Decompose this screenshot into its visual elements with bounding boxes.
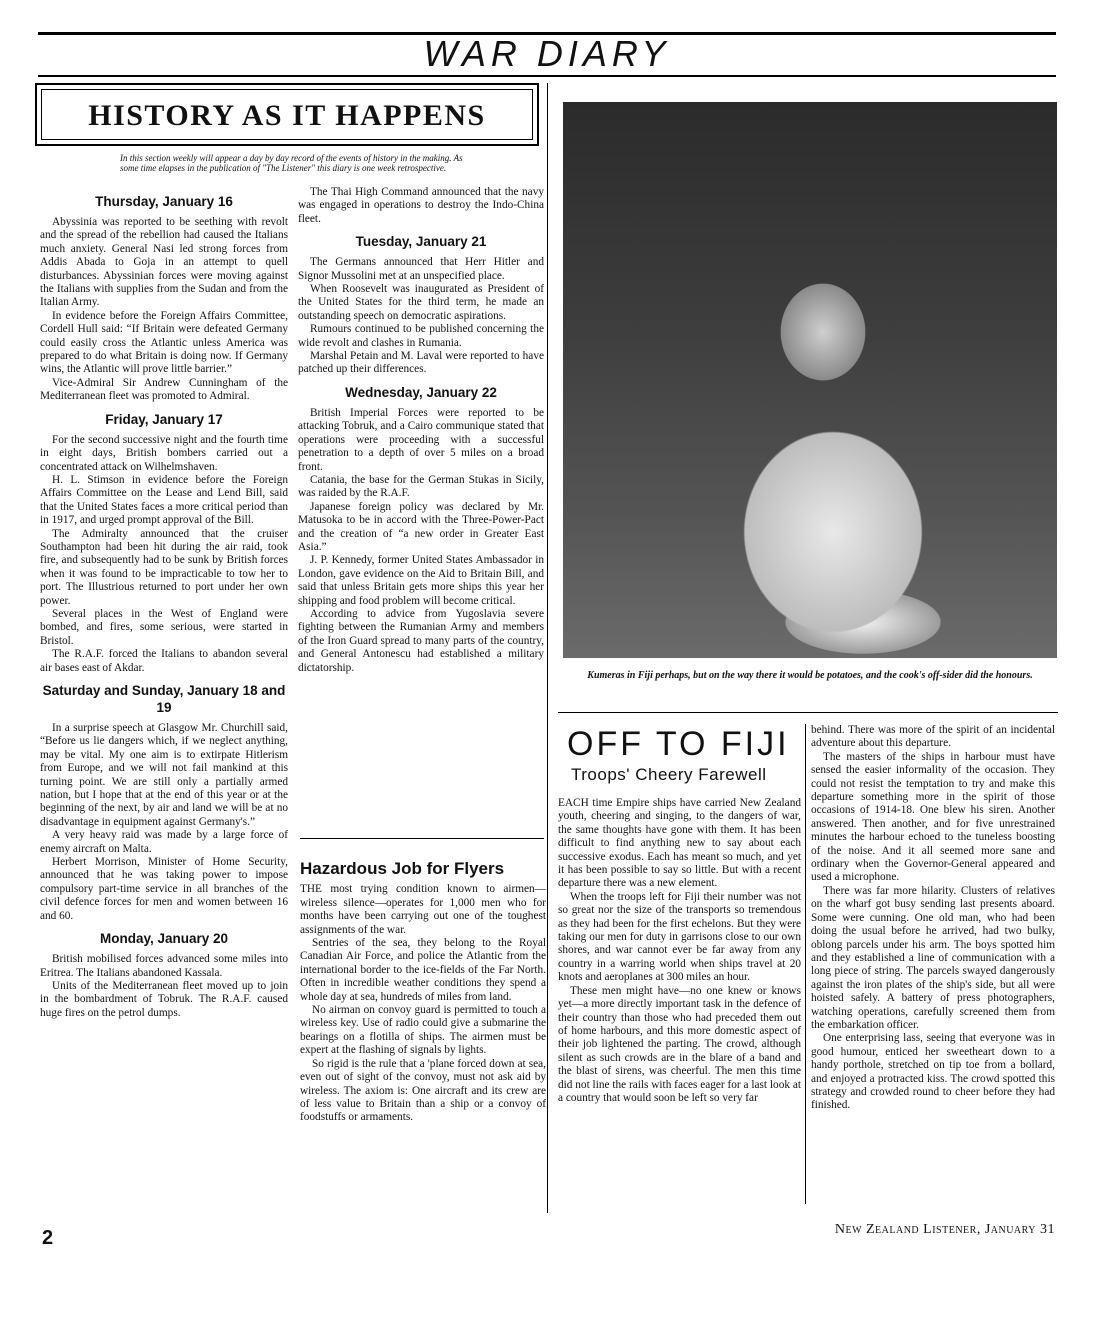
diary-entry: The Germans announced that Herr Hitler and Signor Mussolini met at an unspecified place. (298, 256, 544, 282)
diary-entry: In evidence before the Foreign Affairs Committee, Cordell Hull said: “If Britain were defeated Germany could easily cross the Atlantic unless America was prepared to do what Britain is doing now. If Germany wins, the Atlantic will prove little barrier.” (40, 309, 288, 376)
diary-entry: Rumours continued to be published concerning the wide revolt and clashes in Rumania. (298, 323, 544, 349)
article-paragraph: No airman on convoy guard is permitted to touch a wireless key. Use of radio could give a submarine the bearings on a flotilla of ships. The airmen must be expert at the flashing of signals by lights. (300, 1004, 546, 1057)
fiji-subhead: Troops' Cheery Farewell (571, 765, 767, 784)
diary-entry: H. L. Stimson in evidence before the Foreign Affairs Committee on the Lease and Lend Bill, said that the United States faces a more critical period than in 1917, and urged prompt approval of the Bill. (40, 473, 288, 527)
flyers-headline: Hazardous Job for Flyers (300, 859, 505, 878)
masthead: WAR DIARY (423, 33, 671, 74)
date-heading: Wednesday, January 22 (345, 384, 497, 400)
article-paragraph: One enterprising lass, seeing that everyone was in good humour, enticed her sweetheart down to a handy porthole, stretched on tip toe from a bollard, and enjoyed a protracted kiss. The crowd spotted this strategy and crowded round to cheer before they had finished. (811, 1032, 1055, 1112)
cook-photo (563, 102, 1057, 658)
fiji-headline: OFF TO FIJI (567, 725, 790, 763)
diary-entry: For the second successive night and the fourth time in eight days, British bombers carried out a concentrated attack on Wilhelmshaven. (40, 433, 288, 473)
diary-entry: In a surprise speech at Glasgow Mr. Churchill said, “Before us lie dangers which, if we neglect anything, may be vital. My one aim is to extirpate Hitlerism from Europe, and we will not fail mankind at this turning point. We are still only a partially armed nation, but I hope that at the end of this year or at the beginning of the next, by air and land we will be at no disadvantage in equipment against Germany's.” (40, 722, 288, 828)
diary-column-1 (40, 186, 288, 1020)
masthead-underline (38, 75, 1056, 77)
date-heading: Monday, January 20 (99, 931, 229, 947)
diary-entry: Herbert Morrison, Minister of Home Security, announced that he was taking power to impose compulsory part-time service in all branches of the civil defence forces for men and women between 16 and 60. (40, 856, 288, 922)
diary-entry: Catania, the base for the German Stukas in Sicily, was raided by the R.A.F. (298, 473, 544, 500)
diary-entry: British mobilised forces advanced some miles into Eritrea. The Italians abandoned Kassala. (40, 953, 288, 979)
article-paragraph: Sentries of the sea, they belong to the Royal Canadian Air Force, and police the Atlantic from the international border to the ice-fields of the Far North. Often in incredible weather conditions they spend a whole day at sea, hundreds of miles from land. (300, 937, 546, 1003)
fiji-top-rule (558, 712, 1058, 713)
diary-entry: The Thai High Command announced that the navy was engaged in operations to destroy the Indo-China fleet. (298, 186, 544, 225)
diary-entry: The Admiralty announced that the cruiser Southampton had been hit during the air raid, took fire, and subsequently had to be sunk by British forces when it was found to be impracticable to tow her to port. The Illustrious returned to port under her own power. (40, 527, 288, 607)
diary-entry: Units of the Mediterranean fleet moved up to join in the bombardment of Tobruk. The R.A.F. caused huge fires on the petrol dumps. (40, 979, 288, 1019)
article-paragraph: The masters of the ships in harbour must have sensed the easier informality of the occasion. They could not resist the temptation to try and make this departure something more in the spirit of those occasions of 1914-18. One blew his siren. Another answered. Then another, and for five unrestrained minutes the harbour echoed to the tuneless boosting of the noise. And it all seemed more sane and ordinary when the Governor-General appeared and used a microphone. (811, 750, 1055, 884)
date-heading: Thursday, January 16 (95, 194, 233, 209)
article-paragraph: behind. There was more of the spirit of an incidental adventure about this departure. (811, 724, 1055, 750)
article-paragraph: When the troops left for Fiji their number was not so great nor the size of the transports so tremendous as they had been for the first echelons. But they were taking our men for duty in garrisons close to our own shores, and war cannot ever be far away from any country in a warring world when ships travel at 20 knots and aeroplanes at 300 miles an hour. (558, 890, 801, 984)
diary-entry: Several places in the West of England were bombed, and fires, some serious, were started in Bristol. (40, 607, 288, 647)
date-heading: Tuesday, January 21 (355, 234, 487, 250)
article-paragraph: There was far more hilarity. Clusters of relatives on the wharf got busy sending last presents aboard. Some were cunning. One old man, who had been doing the usual before he arrived, had two bulky, oblong parcels under his arm. The boys spotted him and they established a line of communication with a long piece of string. The parcels swayed dangerously against the iron plates of the ship's side, but all were hoisted safely. A battery of press photographers, watching operations, carefully screened them from the embarkation officer. (811, 884, 1055, 1031)
diary-entry: Vice-Admiral Sir Andrew Cunningham of the Mediterranean fleet was promoted to Admiral. (40, 376, 288, 403)
diary-entry: The R.A.F. forced the Italians to abandon several air bases east of Akdar. (40, 648, 288, 674)
photo-caption: Kumeras in Fiji perhaps, but on the way there it would be potatoes, and the cook's off-sider did the honours. (587, 670, 1033, 681)
page-number: 2 (42, 1227, 54, 1249)
title-box (35, 83, 539, 146)
article-paragraph: THE most trying condition known to airmen—wireless silence—operates for 1,000 men who for months have been carrying out one of the toughest assignments of the war. (300, 883, 546, 936)
diary-entry: British Imperial Forces were reported to be attacking Tobruk, and a Cairo communique stated that operations were proceeding with a successful penetration to a depth of over 5 miles on a broad front. (298, 406, 544, 473)
fiji-column-a (558, 797, 801, 1105)
photo-column-divider (547, 83, 548, 1213)
diary-entry: According to advice from Yugoslavia severe fighting between the Rumanian Army and members of the Iron Guard spread to many parts of the country, and General Antonescu had established a military dictatorship. (298, 607, 544, 674)
article-paragraph: So rigid is the rule that a 'plane forced down at sea, even out of sight of the convoy, must not ask aid by wireless. The axiom is: One aircraft and its crew are of less value to Britain than a ship or a convoy of foodstuffs or armaments. (300, 1057, 546, 1124)
flyers-article (300, 859, 546, 1125)
diary-entry: J. P. Kennedy, former United States Ambassador in London, gave evidence on the Aid to Britain Bill, and said that unless Britain gets more ships this year her shipping and food problem will become critical. (298, 554, 544, 607)
fiji-column-divider (805, 724, 806, 1204)
fiji-column-b (811, 724, 1055, 1113)
flyers-top-rule (300, 838, 544, 839)
diary-entry: When Roosevelt was inaugurated as President of the United States for the third term, he made an outstanding speech on democratic aspirations. (298, 283, 544, 322)
diary-entry: Japanese foreign policy was declared by Mr. Matusoka to be in accord with the Three-Power-Pact and the creation of “a new order in Greater East Asia.” (298, 500, 544, 553)
footer-publication: New Zealand Listener, January 31 (834, 1222, 1055, 1237)
article-paragraph: EACH time Empire ships have carried New Zealand youth, cheering and singing, to the dangers of war, the same thoughts have gone with them. It has been difficult to find anything new to say about each successive exodus. Each has meant so much, and yet it has been possible to say so little. But with a recent departure there was a new element. (558, 797, 801, 890)
diary-entry: A very heavy raid was made by a large force of enemy aircraft on Malta. (40, 829, 288, 855)
diary-column-2 (298, 186, 544, 675)
diary-entry: Marshal Petain and M. Laval were reported to have patched up their differences. (298, 350, 544, 376)
date-heading: Friday, January 17 (105, 411, 223, 427)
page-title: HISTORY AS IT HAPPENS (88, 99, 486, 132)
date-heading: Saturday and Sunday, January 18 and 19 (42, 683, 286, 715)
article-paragraph: These men might have—no one knew or knows yet—a more directly important task in the defence of their country than those who had preceded them out of home harbours, and this more domestic aspect of their job lightened the parting. The crowd, although silent as such crowds are in the blare of a band and the blast of sirens, was cheerful. The men this time did not line the rails with faces eager for a last look at a country that would soon be left so very far (558, 984, 801, 1104)
diary-entry: Abyssinia was reported to be seething with revolt and the spread of the rebellion had caused the Italians much anxiety. General Nasi led strong forces from Addis Abada to Goja in an attempt to quell disturbances. Abyssinian forces were moving against the Italians with supplies from the Sudan and from the Italian Army. (40, 216, 288, 309)
intro-note: In this section weekly will appear a day by day record of the events of history in the making. As some time elapses in the publication of "The Listener" this diary is one week retrospective. (120, 153, 463, 173)
